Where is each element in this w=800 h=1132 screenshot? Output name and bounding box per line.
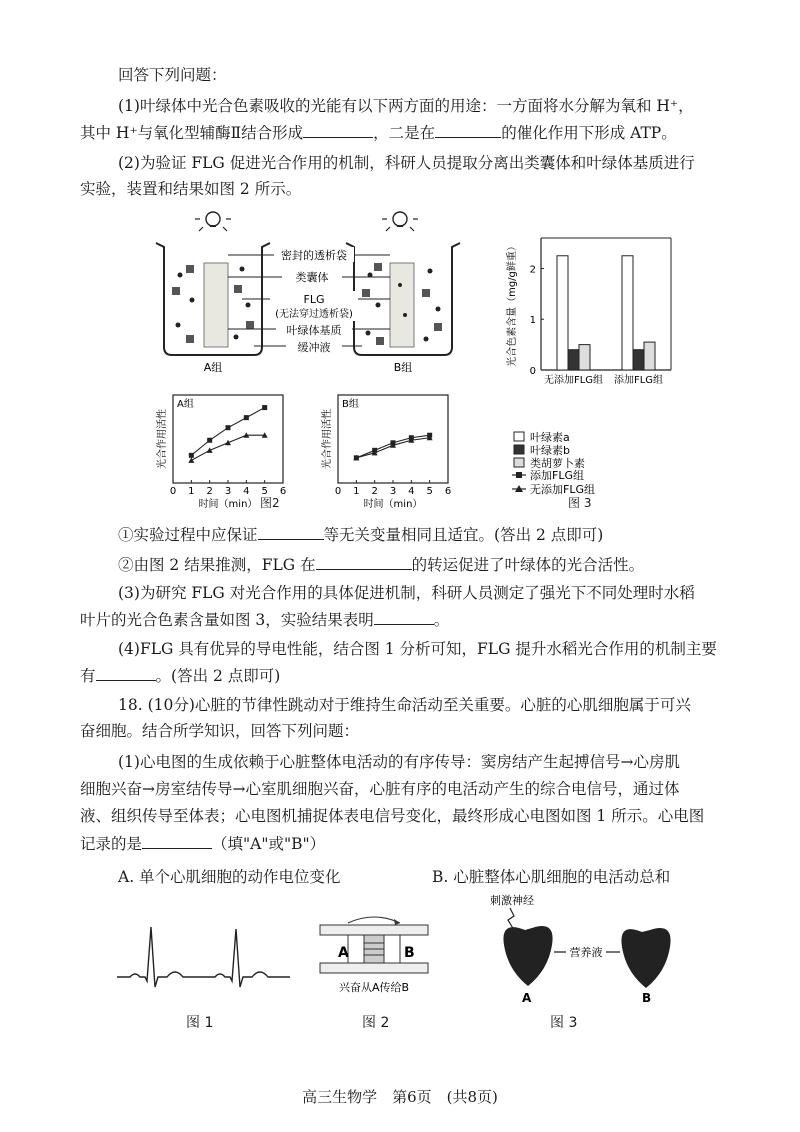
fig-b1-caption: 图 1 xyxy=(186,1015,214,1031)
answer-blank[interactable] xyxy=(374,608,434,625)
page-footer: 高三生物学 第6页 (共8页) xyxy=(302,1088,498,1106)
q1-line2 xyxy=(80,121,677,144)
x-tick-label: 3 xyxy=(389,486,397,497)
synapse-figure xyxy=(318,915,430,997)
q4-text-b: 。(答出 2 点即可) xyxy=(155,667,281,685)
x-tick-label: 2 xyxy=(206,486,213,497)
cell-b-label: B xyxy=(404,945,415,961)
data-point xyxy=(188,457,194,463)
answer-blank[interactable] xyxy=(435,121,501,138)
q3-line2 xyxy=(80,608,449,631)
legend-flg-added: 添加FLG组 xyxy=(530,469,584,482)
bar xyxy=(557,256,568,370)
flg-note-label: (无法穿过透析袋) xyxy=(275,309,353,320)
cell-a-label: A xyxy=(338,945,349,961)
x-tick-label: 1 xyxy=(353,486,360,497)
flg-label: FLG xyxy=(303,293,325,306)
chart-title: B组 xyxy=(342,399,359,410)
answer-blank[interactable] xyxy=(96,664,156,681)
thylakoid-label: 类囊体 xyxy=(295,271,329,284)
y-axis-label: 光合作用活性 xyxy=(322,409,333,469)
q18-1-line4 xyxy=(80,832,325,855)
sub2-line xyxy=(118,553,644,576)
data-point xyxy=(207,447,213,453)
liquid-label: 营养液 xyxy=(569,946,603,959)
y-axis-label: 光合作用活性 xyxy=(157,409,168,469)
bar xyxy=(622,256,633,370)
answer-blank[interactable] xyxy=(316,553,412,570)
dialysis-bag-a xyxy=(204,263,228,347)
q4-line2 xyxy=(80,664,280,687)
heart-b-label: B xyxy=(642,991,652,1005)
heart-a-label: A xyxy=(522,991,532,1005)
legend-chl-a: 叶绿素a xyxy=(530,431,570,444)
x-tick-label: 6 xyxy=(279,486,287,497)
legend-carotenoid: 类胡萝卜素 xyxy=(530,457,585,470)
q2-line2: 实验，装置和结果如图 2 所示。 xyxy=(80,180,302,198)
sub2-text-a: ②由图 2 结果推测，FLG 在 xyxy=(118,556,316,574)
option-b: B. 心脏整体心肌细胞的电活动总和 xyxy=(432,868,671,886)
sub2-text-b: 的转运促进了叶绿体的光合活性。 xyxy=(411,556,645,574)
x-tick-label: 6 xyxy=(444,486,452,497)
legend-no-flg: 无添加FLG组 xyxy=(530,483,595,496)
nerve-label: 刺激神经 xyxy=(490,894,534,907)
x-tick-label: 3 xyxy=(224,486,232,497)
q18-text-b: （填"A"或"B"） xyxy=(212,835,326,853)
answer-blank[interactable] xyxy=(303,121,373,138)
legend-chl-b: 叶绿素b xyxy=(530,444,570,457)
fig3-legend xyxy=(512,430,652,486)
y-tick-label: 1 xyxy=(529,315,536,327)
fig-b2-caption: 图 2 xyxy=(362,1015,390,1031)
data-point xyxy=(225,440,231,446)
fig2-apparatus xyxy=(150,205,490,385)
ecg-trace xyxy=(117,927,290,987)
data-point xyxy=(226,425,231,430)
q2-line1: (2)为验证 FLG 促进光合作用的机制，科研人员提取分离出类囊体和叶绿体基质进行 xyxy=(118,154,695,172)
q18-line2: 奋细胞。结合所学知识，回答下列问题： xyxy=(80,722,360,740)
heart-b-icon xyxy=(621,928,670,988)
sub1-line xyxy=(118,523,603,546)
q18-line1: 18. (10分)心脏的节律性跳动对于维持生命活动至关重要。心脏的心肌细胞属于可兴 xyxy=(118,696,691,714)
q1-line1: (1)叶绿体中光合色素吸收的光能有以下两方面的用途：一方面将水分解为氧和 H⁺， xyxy=(118,97,694,115)
bar xyxy=(568,350,579,370)
fig-b3-caption: 图 3 xyxy=(550,1015,578,1031)
fig2-chart-a xyxy=(135,385,295,510)
q1-text-a: 其中 H⁺与氧化型辅酶Ⅱ结合形成 xyxy=(80,124,304,142)
ecg-figure xyxy=(115,925,295,995)
q18-1-line2: 细胞兴奋→房室结传导→心室肌细胞兴奋，心脏有序的电活动产生的综合电信号，通过体 xyxy=(80,780,680,798)
chart-title: A组 xyxy=(177,399,194,410)
q4-line1: (4)FLG 具有优异的导电性能，结合图 1 分析可知，FLG 提升水稻光合作用的机制主要 xyxy=(118,640,717,658)
data-point xyxy=(189,453,194,458)
q3-text-a: 叶片的光合色素含量如图 3，实验结果表明 xyxy=(80,611,374,629)
option-a: A. 单个心肌细胞的动作电位变化 xyxy=(118,868,341,886)
fig2-caption: 图2 xyxy=(260,496,280,510)
q4-text-a: 有 xyxy=(80,667,96,685)
lamp-icon xyxy=(195,212,231,231)
bag-label: 密封的透析袋 xyxy=(281,249,347,262)
data-point xyxy=(244,415,249,420)
y-tick-label: 0 xyxy=(529,366,536,377)
category-label: 添加FLG组 xyxy=(613,375,664,386)
group-b-label: B组 xyxy=(393,361,413,374)
stroma-label: 叶绿体基质 xyxy=(286,324,342,337)
series-line xyxy=(191,435,264,460)
heart-a-icon xyxy=(503,926,552,986)
x-axis-label: 时间（min） xyxy=(198,499,258,510)
hearts-figure xyxy=(470,890,690,1005)
sub1-text-b: 等无关变量相同且适宜。(答出 2 点即可) xyxy=(323,526,604,544)
x-tick-label: 4 xyxy=(408,486,415,497)
y-tick-label: 2 xyxy=(529,264,536,276)
intro-text: 回答下列问题： xyxy=(118,66,227,84)
y-axis-label: 光合色素含量（mg/g鲜重） xyxy=(507,241,518,367)
q3-line1: (3)为研究 FLG 对光合作用的具体促进机制，科研人员测定了强光下不同处理时水稻 xyxy=(118,584,695,602)
category-label: 无添加FLG组 xyxy=(543,375,604,386)
x-tick-label: 5 xyxy=(426,486,433,497)
x-tick-label: 4 xyxy=(243,486,250,497)
x-tick-label: 1 xyxy=(188,486,195,497)
x-tick-label: 2 xyxy=(371,486,378,497)
bar xyxy=(579,345,590,370)
q18-1-line3: 液、组织传导至体表；心电图机捕捉体表电信号变化，最终形成心电图如图 1 所示。心电图 xyxy=(80,807,705,825)
q18-1-line1: (1)心电图的生成依赖于心脏整体电活动的有序传导：窦房结产生起搏信号→心房肌 xyxy=(118,753,680,771)
bar xyxy=(644,342,655,370)
q1-text-b: ，二是在 xyxy=(373,124,436,142)
fig2-chart-b xyxy=(300,385,460,510)
x-tick-label: 0 xyxy=(169,486,177,497)
lamp-icon xyxy=(382,212,418,231)
fig3-bar-chart xyxy=(495,230,685,390)
q18-text-a: 记录的是 xyxy=(80,835,143,853)
x-tick-label: 5 xyxy=(261,486,268,497)
synapse-note: 兴奋从A传给B xyxy=(338,981,410,994)
nerve-stimulus-icon xyxy=(508,908,514,930)
bar xyxy=(633,350,644,370)
q3-text-b: 。 xyxy=(433,611,450,629)
series-line xyxy=(191,408,264,456)
answer-blank[interactable] xyxy=(142,832,212,849)
data-point xyxy=(262,405,267,410)
fig3-caption: 图 3 xyxy=(568,496,592,510)
data-point xyxy=(207,438,212,443)
x-tick-label: 0 xyxy=(334,486,342,497)
sub1-text-a: ①实验过程中应保证 xyxy=(118,526,258,544)
dialysis-bag-b xyxy=(390,263,414,347)
buffer-label: 缓冲液 xyxy=(297,341,331,354)
x-axis-label: 时间（min） xyxy=(363,499,423,510)
group-a-label: A组 xyxy=(203,361,223,374)
answer-blank[interactable] xyxy=(258,523,324,540)
q1-text-c: 的催化作用下形成 ATP。 xyxy=(501,124,677,142)
